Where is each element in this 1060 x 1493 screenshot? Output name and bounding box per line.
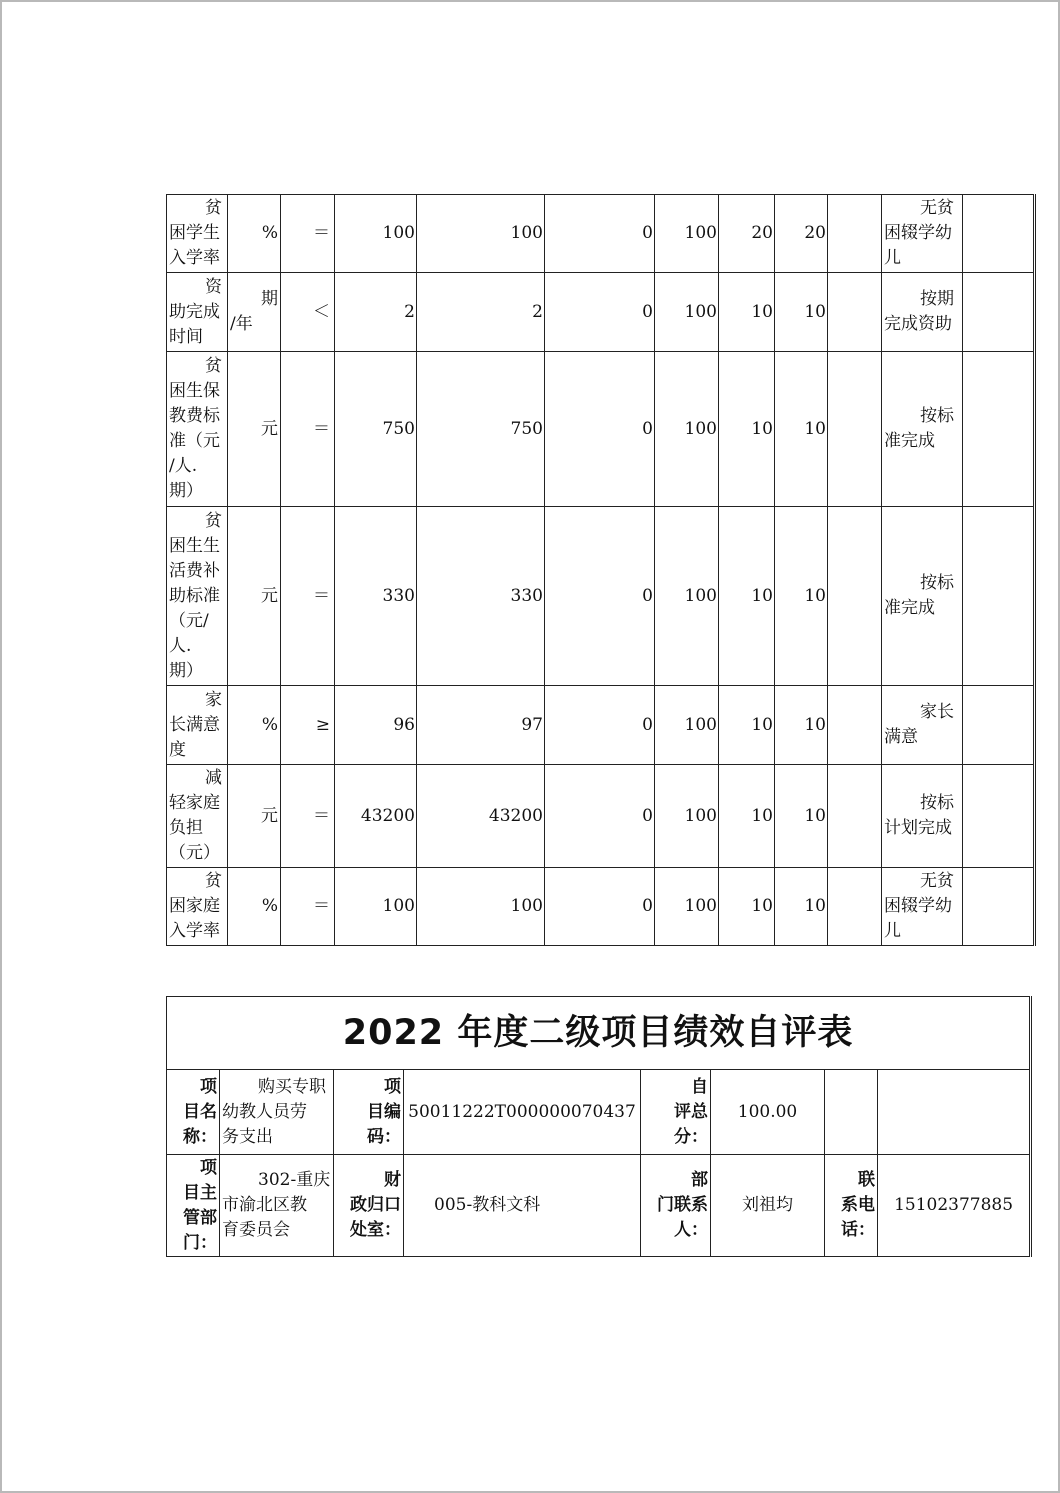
indicator-remark-line: 按标 [920,406,954,426]
indicator-name-line: 困生生 [169,535,220,556]
dept-value-line: 302-重庆 [258,1170,331,1190]
indicator-name-line: 入学率 [169,248,220,268]
indicator-actual: 97 [417,686,545,765]
project-name-label [167,1070,220,1155]
dept-value [220,1155,334,1257]
self-score-label-line: 自 [691,1076,708,1097]
indicator-operator: ＜ [281,273,335,352]
phone-value: 15102377885 [878,1155,1031,1257]
indicator-name-line: 减 [205,768,222,788]
project-name-label-line: 目名 [183,1101,217,1122]
empty-cell [878,1070,1031,1155]
indicator-name-line: 轻家庭 [169,793,220,813]
indicator-row [167,273,1035,352]
indicator-name-line: 人. [169,635,192,656]
indicator-remark-line: 困辍学幼 [884,896,952,916]
indicator-remark-line: 儿 [884,248,901,268]
indicator-completion: 100 [655,765,719,868]
indicator-name-line: 困学生 [169,223,220,243]
indicator-target: 96 [335,686,417,765]
indicator-score: 10 [775,868,828,946]
phone-label-line: 话： [841,1220,875,1240]
indicator-remark-line: 准完成 [884,431,935,451]
dept-label-line: 管部 [183,1207,217,1228]
indicator-remark [882,686,963,765]
indicator-remark-line: 满意 [884,727,918,747]
phone-label [825,1155,878,1257]
indicator-remark [882,352,963,507]
finance-office-label [334,1155,404,1257]
indicator-deviation: 0 [545,195,655,273]
self-score-label-line: 评总 [674,1101,708,1122]
indicator-score: 10 [775,352,828,507]
indicator-completion: 100 [655,273,719,352]
indicator-row [167,352,1035,507]
indicator-name-line: 困生保 [169,381,220,401]
indicator-name [167,273,228,352]
indicator-name-line: 入学率 [169,921,220,941]
phone-label-line: 联 [858,1170,875,1190]
indicator-operator: ＝ [281,868,335,946]
indicator-remark-line: 儿 [884,921,901,941]
indicator-empty [828,507,882,686]
indicator-actual: 750 [417,352,545,507]
indicator-name-line: 贫 [205,510,222,531]
indicator-name-line: 资 [205,276,222,297]
indicator-name-line: 时间 [169,326,203,347]
indicator-completion: 100 [655,507,719,686]
indicator-empty [828,273,882,352]
indicator-name-line: （元/ [169,610,209,631]
indicator-name [167,352,228,507]
indicator-unit-line: 期 [261,289,278,309]
indicator-unit: 元 [228,765,281,868]
project-code-label [334,1070,404,1155]
indicator-name-line: 困家庭 [169,896,220,916]
form-title: 2022 年度二级项目绩效自评表 [167,997,1031,1070]
indicator-weight: 10 [719,868,775,946]
indicator-remark-line: 按标 [920,573,954,593]
indicator-deviation: 0 [545,686,655,765]
indicator-operator: ＝ [281,765,335,868]
indicator-weight: 10 [719,507,775,686]
indicator-remark-line: 准完成 [884,598,935,618]
indicator-target: 750 [335,352,417,507]
indicator-deviation: 0 [545,352,655,507]
indicator-deviation: 0 [545,868,655,946]
indicator-name-line: 负担 [169,818,203,838]
indicator-target: 43200 [335,765,417,868]
indicator-score: 20 [775,195,828,273]
indicator-remark-line: 无贫 [920,871,954,891]
indicator-operator: ＝ [281,507,335,686]
indicator-name-line: /人. [169,456,198,476]
project-code-label-line: 项 [384,1076,401,1097]
indicator-unit: % [228,868,281,946]
finance-office-value: 005-教科文科 [404,1155,641,1257]
contact-label [641,1155,711,1257]
indicator-weight: 10 [719,273,775,352]
indicator-completion: 100 [655,195,719,273]
indicator-remark-line: 按期 [920,289,954,309]
project-name-value [220,1070,334,1155]
indicator-name-line: 助标准 [169,585,220,606]
project-name-label-line: 项 [200,1076,217,1097]
indicator-deviation: 0 [545,273,655,352]
indicator-row [167,765,1035,868]
project-code-value: 50011222T000000070437 [404,1070,641,1155]
indicator-name-line: 贫 [205,198,222,218]
indicator-target: 100 [335,868,417,946]
indicator-row [167,686,1035,765]
contact-value: 刘祖均 [711,1155,825,1257]
indicator-remark-line: 困辍学幼 [884,223,952,243]
indicator-score: 10 [775,686,828,765]
self-score-label [641,1070,711,1155]
indicator-unit [228,273,281,352]
indicator-target: 2 [335,273,417,352]
project-code-label-line: 码： [367,1126,401,1147]
indicator-deviation: 0 [545,765,655,868]
dept-value-line: 育委员会 [222,1220,290,1240]
indicator-remark [882,765,963,868]
indicator-name-line: 贫 [205,356,222,376]
indicator-remark-line: 无贫 [920,198,954,218]
indicator-weight: 10 [719,765,775,868]
dept-label-line: 门： [183,1232,217,1253]
project-name-value-line: 务支出 [222,1126,273,1147]
project-form-table [166,996,1032,1257]
indicator-unit-line: /年 [230,314,253,334]
indicator-unit: 元 [228,507,281,686]
indicator-name-line: 教费标 [169,406,220,426]
phone-label-line: 系电 [841,1195,875,1215]
indicator-name-line: 家 [205,689,222,710]
self-score-label-line: 分： [674,1126,708,1147]
empty-cell [825,1070,878,1155]
indicator-target: 100 [335,195,417,273]
indicator-remark-line: 完成资助 [884,314,952,334]
indicator-remark [882,195,963,273]
indicator-empty [828,868,882,946]
indicator-completion: 100 [655,352,719,507]
indicator-name-line: 长满意 [169,714,220,735]
indicator-score: 10 [775,273,828,352]
indicator-remark [882,273,963,352]
indicator-actual: 43200 [417,765,545,868]
dept-label-line: 项 [200,1157,217,1178]
indicator-table [166,194,1036,946]
indicator-actual: 2 [417,273,545,352]
project-name-value-line: 购买专职 [258,1076,326,1097]
indicator-name [167,765,228,868]
indicator-empty [963,352,1035,507]
indicator-empty [963,507,1035,686]
indicator-name [167,195,228,273]
indicator-weight: 20 [719,195,775,273]
contact-label-line: 部 [691,1170,708,1190]
indicator-empty [828,352,882,507]
indicator-remark [882,507,963,686]
indicator-remark-line: 计划完成 [884,818,952,838]
indicator-unit: % [228,686,281,765]
indicator-completion: 100 [655,868,719,946]
finance-office-label-line: 处室： [350,1220,401,1240]
indicator-name-line: 度 [169,739,186,760]
indicator-empty [963,868,1035,946]
indicator-name-line: 贫 [205,871,222,891]
project-name-value-line: 幼教人员劳 [222,1101,307,1122]
indicator-remark [882,868,963,946]
indicator-remark-line: 按标 [920,793,954,813]
indicator-name-line: 期） [169,660,203,681]
indicator-weight: 10 [719,686,775,765]
indicator-score: 10 [775,765,828,868]
dept-label-line: 目主 [183,1182,217,1203]
project-code-label-line: 目编 [367,1101,401,1122]
indicator-operator: ＝ [281,195,335,273]
indicator-actual: 330 [417,507,545,686]
finance-office-label-line: 财 [384,1170,401,1190]
dept-label [167,1155,220,1257]
indicator-empty [963,686,1035,765]
indicator-score: 10 [775,507,828,686]
indicator-target: 330 [335,507,417,686]
project-name-label-line: 称： [183,1126,217,1147]
indicator-row [167,195,1035,273]
indicator-deviation: 0 [545,507,655,686]
indicator-empty [963,765,1035,868]
indicator-empty [828,195,882,273]
contact-label-line: 人： [674,1220,708,1240]
indicator-name-line: （元） [169,843,220,863]
indicator-name-line: 活费补 [169,560,220,581]
indicator-empty [828,765,882,868]
indicator-name [167,868,228,946]
indicator-name-line: 期） [169,481,203,501]
indicator-unit: 元 [228,352,281,507]
indicator-unit: % [228,195,281,273]
indicator-name [167,686,228,765]
indicator-empty [963,273,1035,352]
contact-label-line: 门联系 [657,1195,708,1215]
indicator-name [167,507,228,686]
indicator-remark-line: 家长 [920,702,954,722]
indicator-weight: 10 [719,352,775,507]
indicator-completion: 100 [655,686,719,765]
indicator-name-line: 准（元 [169,431,220,451]
self-score-value: 100.00 [711,1070,825,1155]
indicator-row [167,868,1035,946]
dept-value-line: 市渝北区教 [222,1195,307,1215]
finance-office-label-line: 政归口 [350,1195,401,1215]
indicator-empty [828,686,882,765]
indicator-actual: 100 [417,195,545,273]
indicator-empty [963,195,1035,273]
indicator-row [167,507,1035,686]
indicator-name-line: 助完成 [169,301,220,322]
indicator-operator: ＝ [281,352,335,507]
indicator-actual: 100 [417,868,545,946]
indicator-operator: ≥ [281,686,335,765]
